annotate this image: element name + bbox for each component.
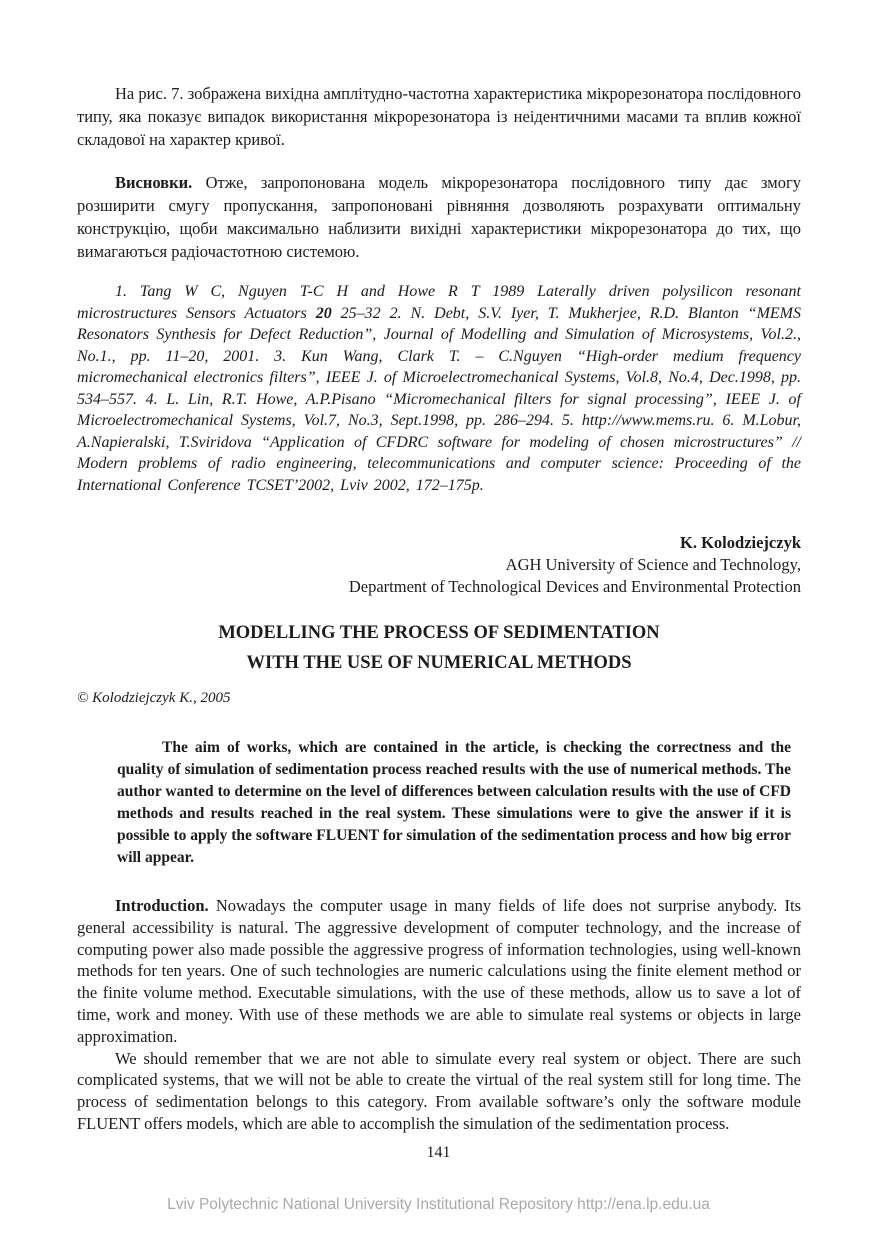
- conclusions-label: Висновки.: [115, 173, 193, 192]
- paragraph-fig7-description: На рис. 7. зображена вихідна амплітудно-частотна характеристика мікрорезонатора послідовного типу, яка показує випадок використання мікрорезонатора із неідентичними масами та вплив кожної складової на характер кривої.: [77, 84, 801, 149]
- page-number: 141: [426, 1144, 451, 1161]
- abstract-paragraph: The aim of works, which are contained in the article, is checking the correctness and the quality of simulation of sedimentation process reached results with the use of numerical methods. The author wanted to determine on the level of differences between calculation results with the use of CFD methods and results reached in the real system. These simulations were to give the answer if it is possible to apply the software FLUENT for simulation of the sedimentation process and how big error will appear.: [117, 739, 791, 866]
- author-block: [77, 532, 801, 598]
- author-affiliation-university: AGH University of Science and Technology,: [505, 555, 801, 574]
- conclusions-text: Отже, запропонована модель мікрорезонатора послідовного типу дає змогу розширити смугу пропускання, запропоновані рівняння дозволяють розрахувати оптимальну конструкцію, щоби максимально наблизити вихідні характеристики мікрорезонатора до тих, що вимагаються радіочастотною системою.: [77, 173, 801, 261]
- references-part1: 1. Tang W C, Nguyen T-C H and Howe R T 1989 Laterally driven polysilicon resonant microstructures Sensors Actuators: [77, 283, 801, 322]
- introduction-label: Introduction.: [115, 896, 209, 915]
- article-title: [77, 618, 801, 678]
- article-title-line2: WITH THE USE OF NUMERICAL METHODS: [246, 653, 632, 673]
- page-content: [77, 82, 801, 1135]
- author-affiliation-department: Department of Technological Devices and Environmental Protection: [348, 577, 801, 596]
- references-volume-number: 20: [315, 304, 332, 322]
- paragraph-simulation-limits: We should remember that we are not able to simulate every real system or object. There are such complicated systems, that we will not be able to create the virtual of the real system still for long time. The process of sedimentation belongs to this category. From available software’s only the software module FLUENT offers models, which are able to accomplish the simulation of the sedimentation process.: [77, 1048, 801, 1133]
- author-name: K. Kolodziejczyk: [680, 533, 801, 552]
- references-list: [77, 281, 801, 496]
- paragraph-conclusions: [77, 171, 801, 263]
- repository-footer: Lviv Polytechnic National University Institutional Repository http://ena.lp.edu.ua: [167, 1196, 710, 1213]
- copyright-line: © Kolodziejczyk K., 2005: [77, 690, 231, 706]
- introduction-text: Nowadays the computer usage in many fields of life does not surprise anybody. Its general accessibility is natural. The aggressive development of computer technology, and the increase of computing power also made possible the aggressive progress of information technologies, using well-known methods for ten years. One of such technologies are numeric calculations using the finite element method or the finite volume method. Executable simulations, with the use of these methods, allow us to save a lot of time, work and money. With use of these methods we are able to simulate real systems or objects in large approximation.: [77, 896, 801, 1046]
- references-part2: 25–32 2. N. Debt, S.V. Iyer, T. Mukherjee, R.D. Blanton “MEMS Resonators Synthesis for Defect Reduction”, Journal of Modelling and Simulation of Microsystems, Vol.2., No.1., pp. 11–20, 2001. 3. Kun Wang, Clark T. – C.Nguyen “High-order medium frequency micromechanical electronics filters”, IEEE J. of Microelectromechanical Systems, Vol.8, No.4, Dec.1998, pp. 534–557. 4. L. Lin, R.T. Howe, A.P.Pisano “Micromechanical filters for signal processing”, IEEE J. of Microelectromechanical Systems, Vol.7, No.3, Sept.1998, pp. 286–294. 5. http://www.mems.ru. 6. M.Lobur, A.Napieralski, T.Sviridova “Application of CFDRC software for modeling of chosen microstructures” // Modern problems of radio engineering, telecommunications and computer science: Proceeding of the International Conference TCSET’2002, Lviv 2002, 172–175p.: [77, 304, 801, 494]
- article-title-line1: MODELLING THE PROCESS OF SEDIMENTATION: [218, 623, 660, 643]
- paragraph-introduction: [77, 895, 801, 1048]
